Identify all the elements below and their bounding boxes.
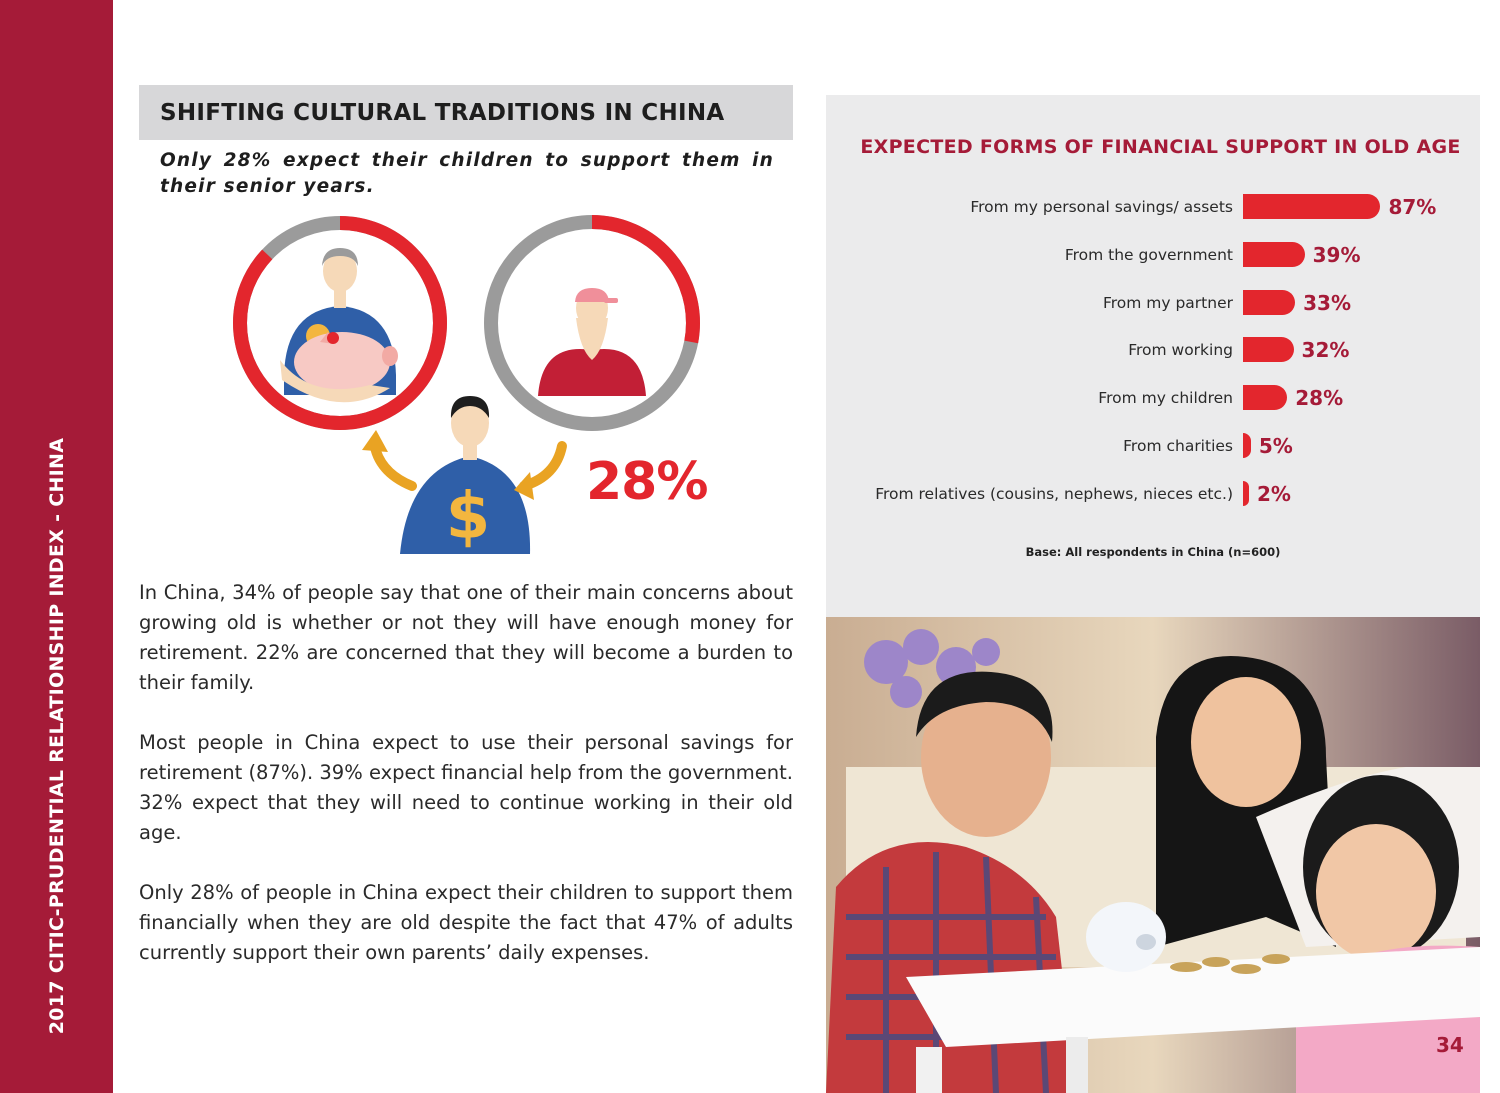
chart-bar <box>1243 337 1294 362</box>
body-text <box>139 578 793 998</box>
chart-row <box>826 289 1480 317</box>
chart-panel <box>826 95 1480 617</box>
curved-arrow-icon <box>362 430 412 486</box>
page-number: 34 <box>1436 1033 1464 1057</box>
chart-category-label: From charities <box>1123 437 1233 455</box>
big-percent-figure: 28% <box>586 452 708 512</box>
section-header <box>139 85 793 140</box>
chart-title: EXPECTED FORMS OF FINANCIAL SUPPORT IN OLD AGE <box>860 136 1461 158</box>
chart-row <box>826 193 1480 221</box>
man-with-money-bag-icon <box>400 396 530 554</box>
sidebar-title: 2017 CITIC-PRUDENTIAL RELATIONSHIP INDEX - CHINA <box>46 437 68 1035</box>
chart-bar <box>1243 290 1295 315</box>
curved-arrow-icon <box>514 446 562 500</box>
svg-text:$: $ <box>445 480 491 554</box>
chart-category-label: From my personal savings/ assets <box>970 198 1233 216</box>
chart-value-label: 33% <box>1303 290 1351 315</box>
chart-category-label: From my children <box>1098 389 1233 408</box>
chart-row <box>826 241 1480 269</box>
chart-base-note: Base: All respondents in China (n=600) <box>1025 545 1281 559</box>
body-paragraph: Most people in China expect to use their personal savings for retirement (87%). 39% expect financial help from the government. 32% expect that they will need to continue working in their old age. <box>139 731 793 844</box>
chart-category-label: From my partner <box>1102 293 1233 312</box>
chart-category-label: From the government <box>1064 245 1233 264</box>
chart-row <box>826 336 1480 364</box>
section-subtitle: Only 28% expect their children to support them in their senior years. <box>160 150 774 197</box>
chart-row <box>826 384 1480 412</box>
chart-value-label: 2% <box>1257 481 1291 506</box>
family-with-piggy-bank-photo <box>826 617 1480 1093</box>
chart-value-label: 87% <box>1388 195 1437 219</box>
chart-category-label: From relatives (cousins, nephews, nieces etc.) <box>875 484 1233 503</box>
body-paragraph: Only 28% of people in China expect their children to support them financially when they are old despite the fact that 47% of adults currently support their own parents’ daily expenses. <box>139 881 793 964</box>
chart-value-label: 32% <box>1301 338 1350 363</box>
chart-value-label: 39% <box>1312 242 1361 267</box>
chart-category-label: From working <box>1128 341 1233 360</box>
chart-row <box>826 480 1480 508</box>
chart-bar <box>1243 194 1380 219</box>
section-title: SHIFTING CULTURAL TRADITIONS IN CHINA <box>160 99 725 126</box>
chart-bar <box>1243 242 1305 267</box>
chart-bar <box>1243 433 1251 458</box>
sidebar <box>0 0 113 1093</box>
chart-bar <box>1243 385 1287 410</box>
body-paragraph: In China, 34% of people say that one of their main concerns about growing old is whether or not they will have enough money for retirement. 22% are concerned that they will become a burden to their family. <box>139 581 793 694</box>
chart-row <box>826 432 1480 460</box>
chart-value-label: 28% <box>1295 386 1344 411</box>
chart-bar <box>1243 481 1249 506</box>
chart-value-label: 5% <box>1258 434 1293 458</box>
